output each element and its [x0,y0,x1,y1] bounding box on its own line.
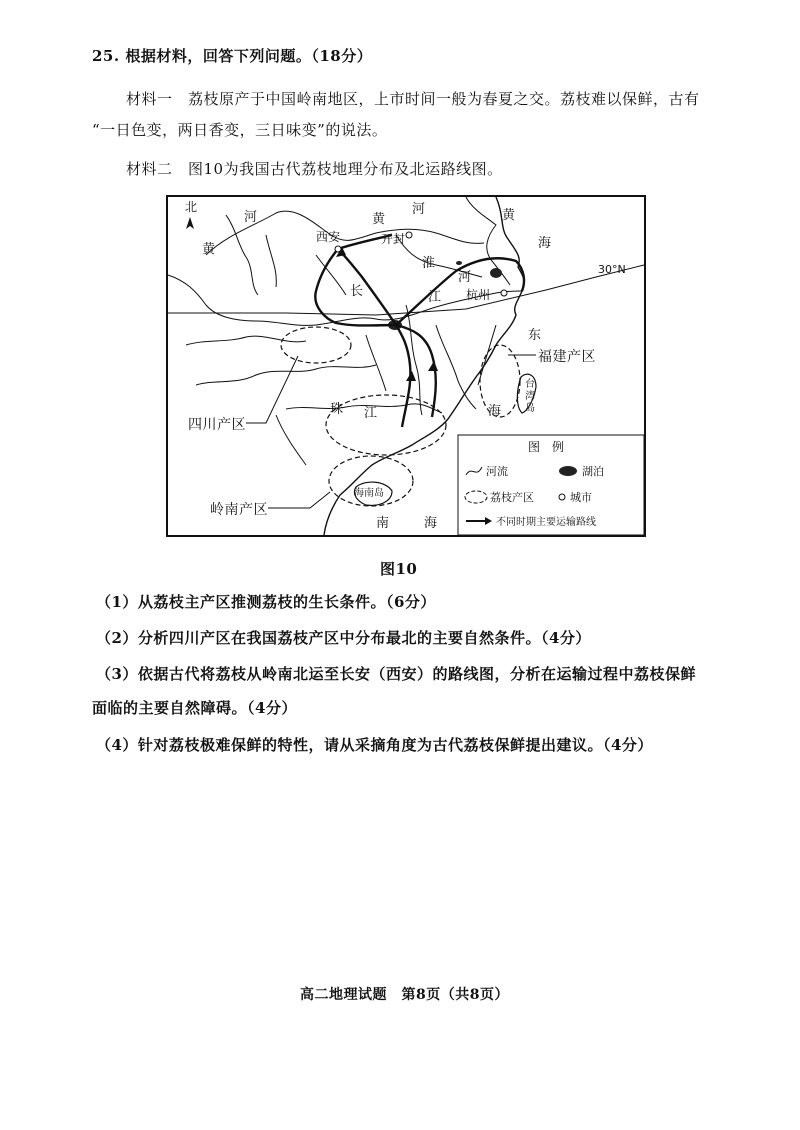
latitude-label: 30°N [598,263,626,276]
subquestion-3-line2: 面临的主要自然障碍。（4分） [92,699,297,717]
legend-lake-label: 湖泊 [582,465,604,478]
label-dong-hai: 海 [488,404,502,419]
legend-city-label: 城市 [570,491,592,504]
legend-lake-icon [559,466,577,476]
label-xian: 西安 [316,230,341,244]
label-huang1: 黄 [202,242,216,257]
callout-sichuan: 四川产区 [188,417,246,433]
callout-lingnan: 岭南产区 [210,502,268,518]
label-nan-hai: 海 [424,516,438,531]
material-one-line1: 材料一 荔枝原产于中国岭南地区，上市时间一般为春夏之交。荔枝难以保鲜，古有 [126,90,700,108]
label-he1: 河 [244,210,258,225]
label-hainan: 海南岛 [354,488,384,499]
legend-route-label: 不同时期主要运输路线 [496,517,596,528]
label-kaifeng: 开封 [381,232,406,246]
label-he2: 河 [412,202,426,217]
legend-river-label: 河流 [486,465,508,478]
label-taiwan3: 岛 [525,403,535,414]
xian-city [335,246,341,252]
callout-fujian: 福建产区 [538,349,596,365]
label-jiang2: 江 [364,406,378,421]
label-huang-sea1: 黄 [502,208,516,223]
legend-region-label: 荔枝产区 [490,491,534,504]
kaifeng-city [406,232,412,238]
map-legend [458,435,644,535]
lychee-distribution-map [166,195,646,537]
label-huai: 淮 [422,256,436,271]
label-chang: 长 [350,284,364,299]
subquestion-4: （4）针对荔枝极难保鲜的特性，请从采摘角度为古代荔枝保鲜提出建议。（4分） [96,736,653,754]
hangzhou-city [501,290,507,296]
label-dong: 东 [528,328,542,343]
subquestion-2: （2）分析四川产区在我国荔枝产区中分布最北的主要自然条件。（4分） [96,629,591,647]
question-title: 25. 根据材料，回答下列问题。（18分） [92,47,373,65]
north-label: 北 [185,200,198,214]
label-zhu: 珠 [330,402,344,417]
legend-city-icon [559,494,565,500]
label-jiang: 江 [428,290,442,305]
subquestion-3-line1: （3）依据古代将荔枝从岭南北运至长安（西安）的路线图，分析在运输过程中荔枝保鲜 [96,665,696,683]
label-hangzhou: 杭州 [466,288,491,302]
figure-caption: 图10 [380,560,418,578]
material-one-line2: “一日色变，两日香变，三日味变”的说法。 [92,121,388,139]
label-huang-sea2: 海 [538,236,552,251]
label-he3: 河 [458,270,472,285]
label-taiwan1: 台 [525,379,535,390]
label-taiwan2: 湾 [525,391,535,402]
subquestion-1: （1）从荔枝主产区推测荔枝的生长条件。（6分） [96,593,436,611]
label-huang2: 黄 [372,212,386,227]
legend-title: 图 例 [528,440,565,454]
label-nan: 南 [376,516,390,531]
page-footer: 高二地理试题 第8页（共8页） [300,987,509,1003]
material-two: 材料二 图10为我国古代荔枝地理分布及北运路线图。 [126,160,503,178]
